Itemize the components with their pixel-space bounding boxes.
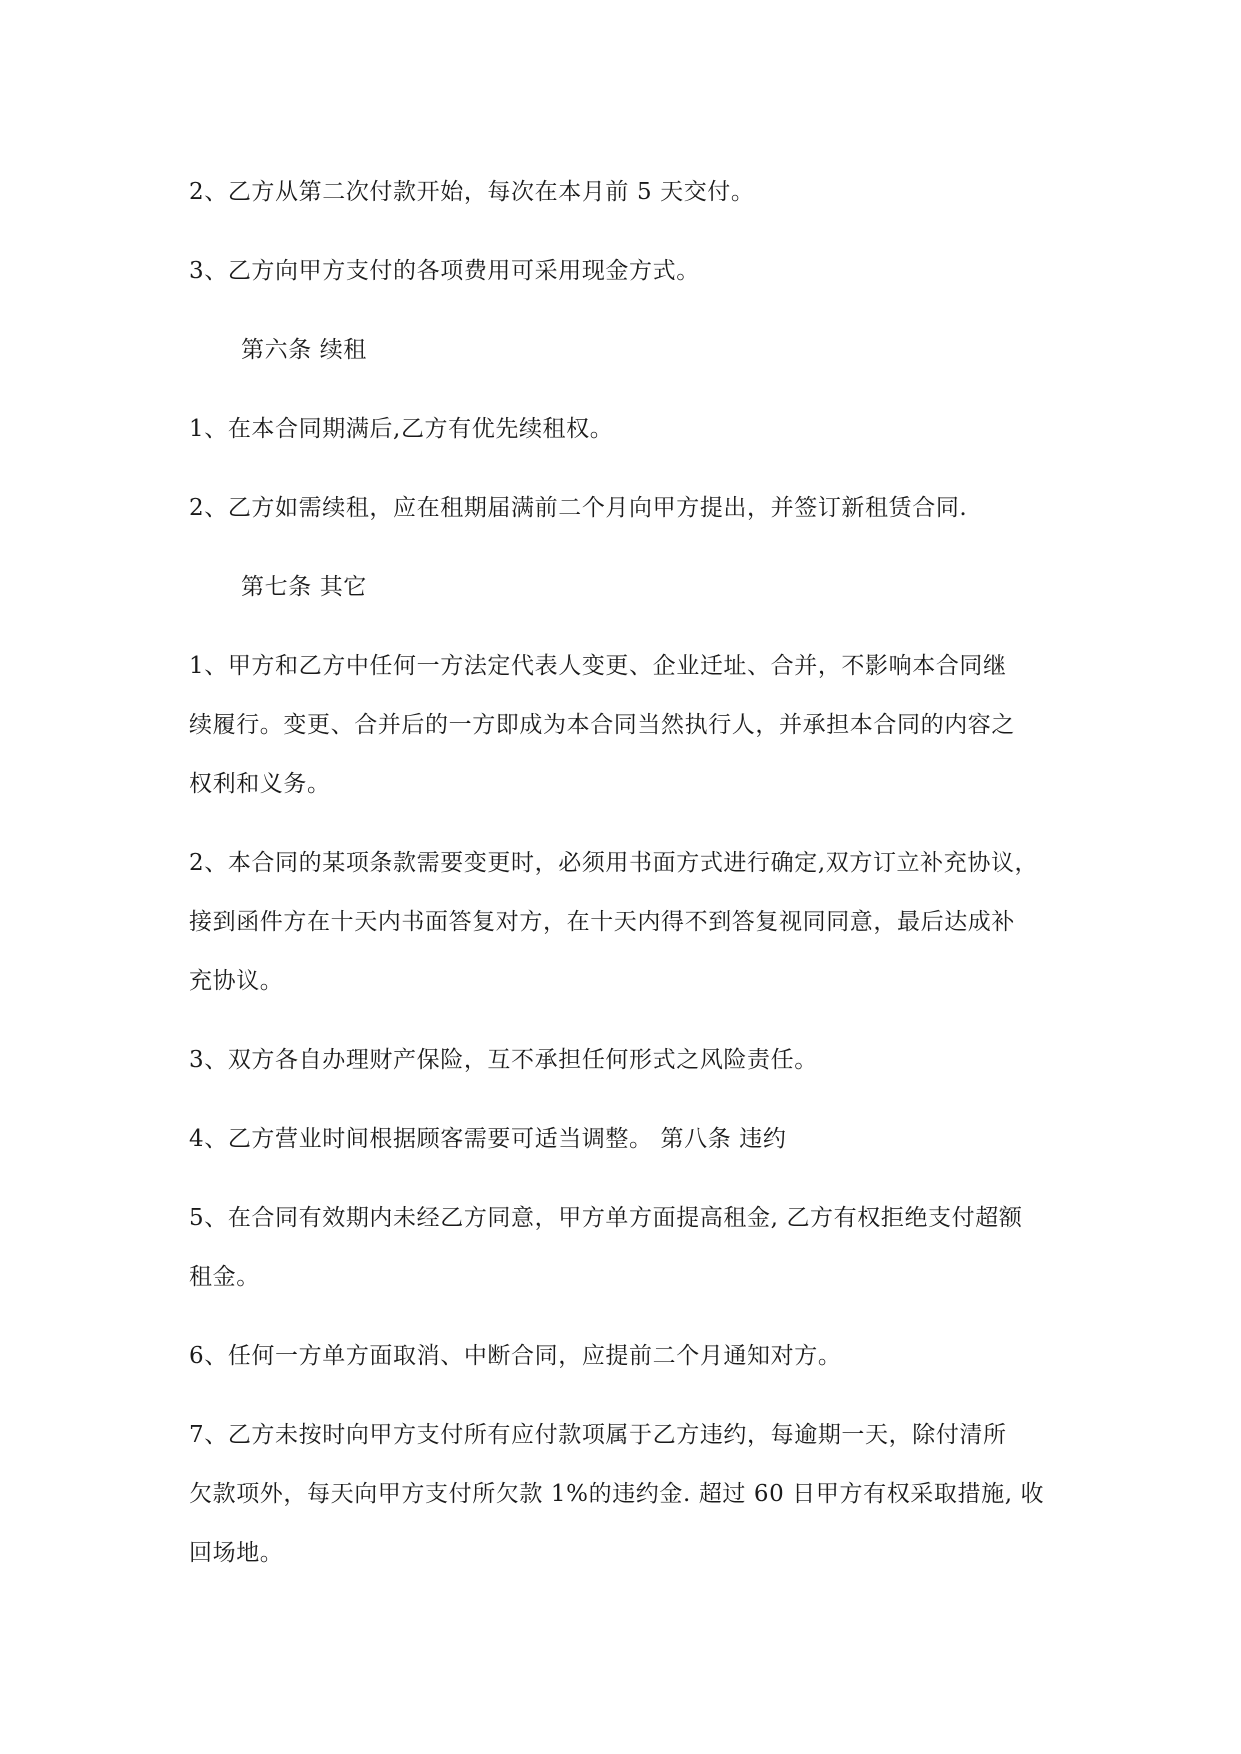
clause-8-item-7-line-3: 回场地。 [189,1540,284,1566]
clause-5-item-2: 2、乙方从第二次付款开始，每次在本月前 5 天交付。 [189,179,755,205]
clause-8-item-7-line-2: 欠款项外，每天向甲方支付所欠款 1%的违约金. 超过 60 日甲方有权采取措施, 收 [189,1481,1045,1507]
clause-7-item-2-line-3: 充协议。 [189,968,284,994]
clause-5-item-3: 3、乙方向甲方支付的各项费用可采用现金方式。 [189,258,700,284]
clause-7-item-1-line-3: 权利和义务。 [189,771,331,797]
clause-8-item-7-line-1: 7、乙方未按时向甲方支付所有应付款项属于乙方违约，每逾期一天，除付清所 [189,1422,1007,1448]
clause-8-item-5-line-1: 5、在合同有效期内未经乙方同意，甲方单方面提高租金, 乙方有权拒绝支付超额 [189,1205,1023,1231]
clause-7-item-2-line-1: 2、本合同的某项条款需要变更时，必须用书面方式进行确定,双方订立补充协议， [189,850,1039,876]
section-heading-7: 第七条 其它 [241,574,367,600]
clause-7-item-1-line-1: 1、甲方和乙方中任何一方法定代表人变更、企业迁址、合并，不影响本合同继 [189,653,1007,679]
clause-6-item-1: 1、在本合同期满后,乙方有优先续租权。 [189,416,614,442]
clause-7-item-4: 4、乙方营业时间根据顾客需要可适当调整。 第八条 违约 [189,1126,787,1152]
clause-7-item-1-line-2: 续履行。变更、合并后的一方即成为本合同当然执行人，并承担本合同的内容之 [189,712,1015,738]
section-heading-6: 第六条 续租 [241,337,367,363]
clause-7-item-3: 3、双方各自办理财产保险，互不承担任何形式之风险责任。 [189,1047,818,1073]
clause-6-item-2: 2、乙方如需续租，应在租期届满前二个月向甲方提出，并签订新租赁合同. [189,495,968,521]
clause-8-item-5-line-2: 租金。 [189,1264,260,1290]
clause-8-item-6: 6、任何一方单方面取消、中断合同，应提前二个月通知对方。 [189,1343,842,1369]
clause-7-item-2-line-2: 接到函件方在十天内书面答复对方，在十天内得不到答复视同同意，最后达成补 [189,909,1015,935]
